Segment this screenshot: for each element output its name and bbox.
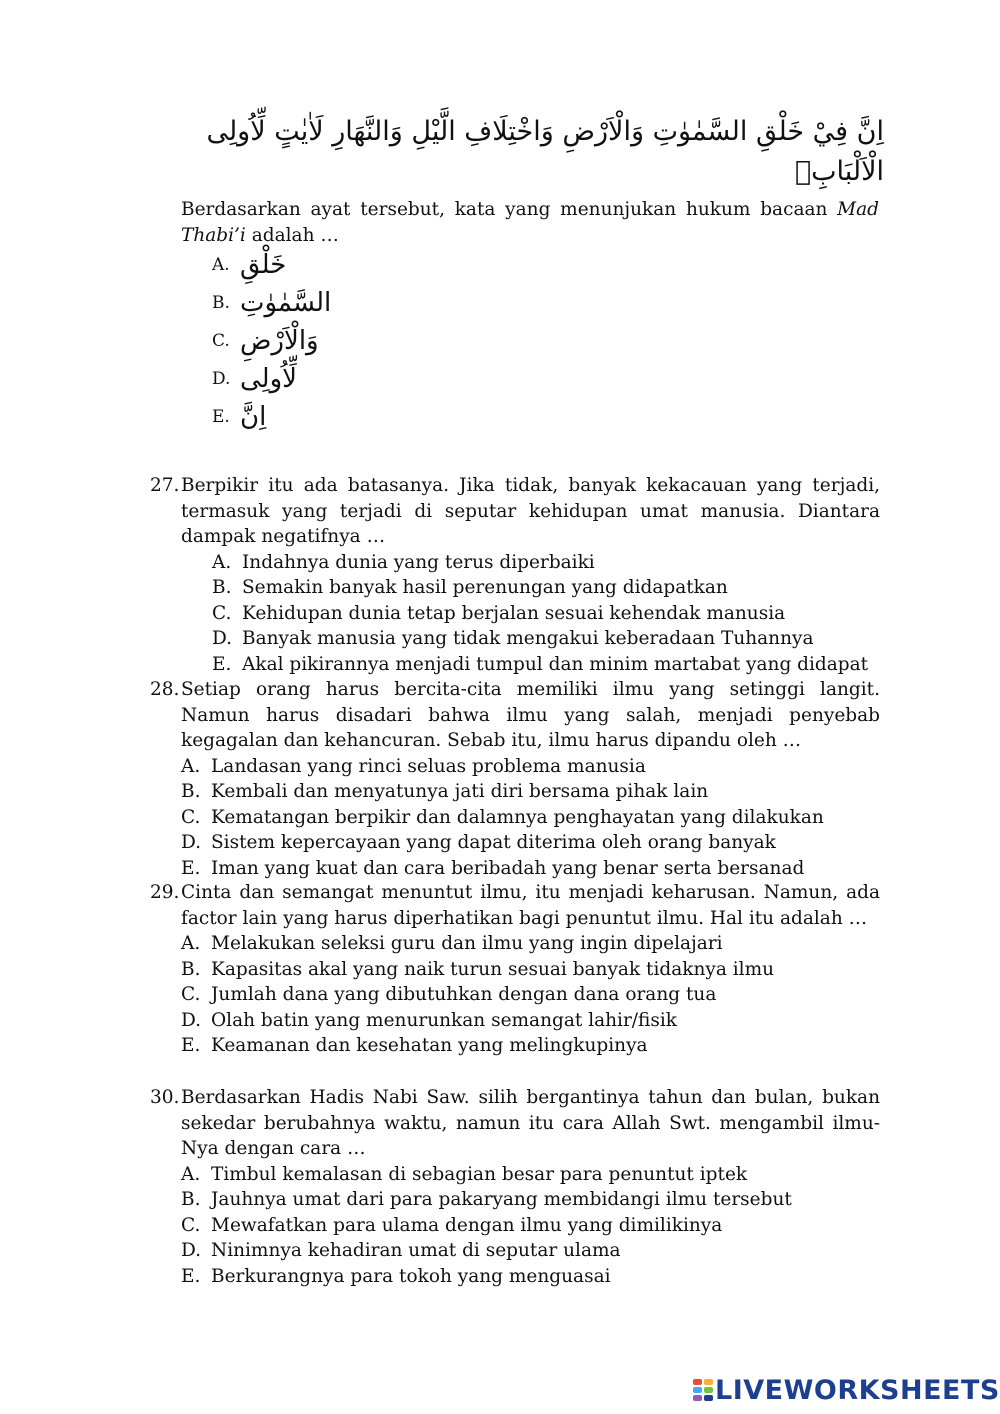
arabic-verse-line-1: اِنَّ فِيْ خَلْقِ السَّمٰوٰتِ وَالْاَرْضِ وَاخْتِلَافِ الَّيْلِ وَالنَّهَارِ لَاٰيٰتٍ لِّاُولِى xyxy=(206,116,884,147)
option-arabic-text: وَالْاَرْضِ xyxy=(240,326,319,356)
option-arabic-text: لِّاُولِى xyxy=(240,364,297,394)
question-26-options xyxy=(212,246,331,436)
option-b[interactable] xyxy=(212,284,331,322)
option-text: Kapasitas akal yang naik turun sesuai banyak tidaknya ilmu xyxy=(211,958,775,980)
option-d[interactable] xyxy=(181,1238,880,1264)
option-arabic-text: اِنَّ xyxy=(240,402,267,432)
option-letter: C. xyxy=(181,1214,201,1236)
option-list xyxy=(181,754,880,882)
option-letter: C. xyxy=(181,984,201,1005)
question-text: Cinta dan semangat menuntut ilmu, itu menjadi keharusan. Namun, ada factor lain yang harus diperhatikan bagi penuntut ilmu. Hal itu adalah … xyxy=(181,882,880,929)
option-e[interactable] xyxy=(181,856,880,882)
option-letter: E. xyxy=(212,407,230,427)
logo-tile xyxy=(693,1387,702,1393)
liveworksheets-brand[interactable] xyxy=(693,1374,1000,1406)
question-number: 29. xyxy=(150,882,180,903)
option-text: Kematangan berpikir dan dalamnya penghayatan yang dilakukan xyxy=(211,806,824,828)
option-text: Landasan yang rinci seluas problema manusia xyxy=(211,755,646,777)
question-number: 28. xyxy=(150,679,180,700)
option-letter: B. xyxy=(212,293,230,313)
option-letter: A. xyxy=(212,255,230,275)
question-26-stem xyxy=(181,197,879,249)
option-arabic-text: خَلْقِ xyxy=(240,250,287,280)
intro-italic-term: Mad Thabi’i xyxy=(181,199,879,246)
option-d[interactable] xyxy=(181,830,880,856)
option-text: Iman yang kuat dan cara beribadah yang benar serta bersanad xyxy=(211,857,805,879)
arabic-verse-line-2: الْاَلْبَابِۙ xyxy=(794,156,884,187)
question-text: Berpikir itu ada batasanya. Jika tidak, banyak kekacauan yang terjadi, termasuk yang terjadi di seputar kehidupan umat manusia. Diantara dampak negatifnya … xyxy=(181,475,880,547)
option-letter: E. xyxy=(181,857,201,879)
option-letter: D. xyxy=(212,628,233,649)
logo-tile xyxy=(704,1379,713,1385)
option-a[interactable] xyxy=(212,246,331,284)
option-e[interactable] xyxy=(212,398,331,436)
option-letter: B. xyxy=(181,958,201,980)
option-text: Semakin banyak hasil perenungan yang didapatkan xyxy=(242,577,728,598)
option-letter: A. xyxy=(212,551,232,573)
intro-text-before: Berdasarkan ayat tersebut, kata yang menunjukan hukum bacaan xyxy=(181,199,838,220)
option-text: Akal pikirannya menjadi tumpul dan minim martabat yang didapat xyxy=(242,653,869,675)
option-e[interactable] xyxy=(181,1264,880,1290)
option-c[interactable] xyxy=(212,601,880,627)
question-number: 30. xyxy=(150,1087,180,1108)
option-letter: A. xyxy=(181,1163,201,1185)
option-b[interactable] xyxy=(181,957,880,983)
question-text: Setiap orang harus bercita-cita memiliki ilmu yang setinggi langit. Namun harus disadari bahwa ilmu yang salah, menjadi penyebab kegagalan dan kehancuran. Sebab itu, ilmu harus dipandu oleh … xyxy=(181,679,880,751)
option-text: Banyak manusia yang tidak mengakui keberadaan Tuhannya xyxy=(242,628,814,649)
option-b[interactable] xyxy=(181,779,880,805)
option-letter: A. xyxy=(181,755,201,777)
option-c[interactable] xyxy=(181,982,880,1008)
option-letter: D. xyxy=(181,832,202,853)
option-a[interactable] xyxy=(181,754,880,780)
question-30 xyxy=(150,1085,880,1289)
option-text: Mewafatkan para ulama dengan ilmu yang dimilikinya xyxy=(211,1214,723,1236)
option-letter: E. xyxy=(181,1035,201,1056)
logo-tile xyxy=(704,1387,713,1393)
option-text: Berkurangnya para tokoh yang menguasai xyxy=(211,1265,611,1287)
question-27 xyxy=(150,473,880,677)
option-letter: A. xyxy=(181,933,201,954)
logo-tile xyxy=(693,1395,702,1401)
option-d[interactable] xyxy=(212,360,331,398)
option-letter: D. xyxy=(212,369,231,389)
option-c[interactable] xyxy=(212,322,331,360)
option-text: Timbul kemalasan di sebagian besar para penuntut iptek xyxy=(211,1163,748,1185)
option-text: Jauhnya umat dari para pakaryang membidangi ilmu tersebut xyxy=(211,1189,792,1210)
option-letter: B. xyxy=(181,781,201,802)
question-28 xyxy=(150,677,880,881)
option-text: Kehidupan dunia tetap berjalan sesuai kehendak manusia xyxy=(242,602,786,624)
option-letter: D. xyxy=(181,1009,202,1031)
intro-text-after: adalah … xyxy=(245,225,339,246)
question-number: 27. xyxy=(150,475,180,496)
option-b[interactable] xyxy=(212,575,880,601)
option-arabic-text: السَّمٰوٰتِ xyxy=(240,288,332,318)
option-b[interactable] xyxy=(181,1187,880,1213)
option-text: Melakukan seleksi guru dan ilmu yang ingin dipelajari xyxy=(211,933,723,954)
option-list xyxy=(212,550,880,678)
option-e[interactable] xyxy=(181,1033,880,1059)
option-text: Keamanan dan kesehatan yang melingkupinya xyxy=(211,1035,648,1056)
logo-tile xyxy=(704,1395,713,1401)
option-letter: E. xyxy=(181,1265,201,1287)
question-29 xyxy=(150,880,880,1059)
logo-tile xyxy=(693,1379,702,1385)
option-letter: E. xyxy=(212,653,232,675)
option-text: Kembali dan menyatunya jati diri bersama pihak lain xyxy=(211,781,709,802)
brand-wordmark: LIVEWORKSHEETS xyxy=(715,1374,1000,1406)
option-d[interactable] xyxy=(181,1008,880,1034)
option-letter: D. xyxy=(181,1240,202,1261)
option-d[interactable] xyxy=(212,626,880,652)
option-letter: C. xyxy=(212,331,230,351)
option-a[interactable] xyxy=(181,1162,880,1188)
option-a[interactable] xyxy=(212,550,880,576)
option-letter: C. xyxy=(212,602,232,624)
option-a[interactable] xyxy=(181,931,880,957)
liveworksheets-logo-icon xyxy=(693,1379,713,1401)
option-text: Jumlah dana yang dibutuhkan dengan dana orang tua xyxy=(211,984,717,1005)
option-text: Ninimnya kehadiran umat di seputar ulama xyxy=(211,1240,621,1261)
option-e[interactable] xyxy=(212,652,880,678)
option-c[interactable] xyxy=(181,805,880,831)
option-list xyxy=(181,1162,880,1290)
question-text: Berdasarkan Hadis Nabi Saw. silih bergantinya tahun dan bulan, bukan sekedar berubahnya waktu, namun itu cara Allah Swt. mengambil ilmu-Nya dengan cara … xyxy=(181,1087,880,1159)
option-text: Sistem kepercayaan yang dapat diterima oleh orang banyak xyxy=(211,832,776,853)
option-list xyxy=(181,931,880,1059)
option-text: Indahnya dunia yang terus diperbaiki xyxy=(242,551,595,573)
option-c[interactable] xyxy=(181,1213,880,1239)
option-letter: C. xyxy=(181,806,201,828)
arabic-verse xyxy=(180,112,884,192)
option-letter: B. xyxy=(212,577,232,598)
option-letter: B. xyxy=(181,1189,201,1210)
option-text: Olah batin yang menurunkan semangat lahir/fisik xyxy=(211,1009,678,1031)
